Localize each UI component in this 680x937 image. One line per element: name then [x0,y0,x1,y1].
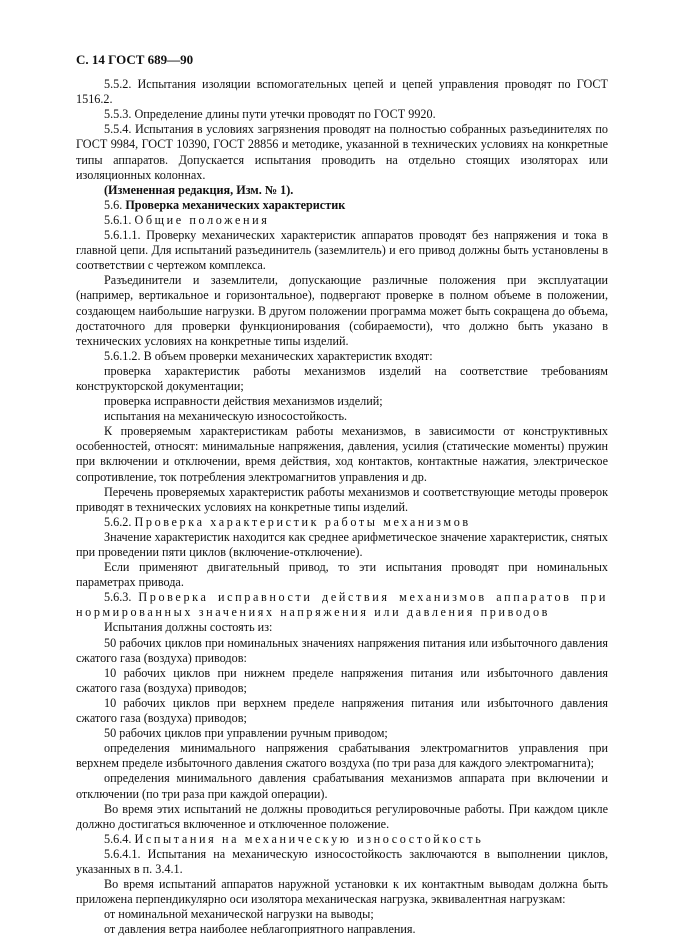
section-heading: Проверка механических характеристик [125,197,346,212]
paragraph [76,349,608,364]
paragraph-text: 5.6.3. [104,590,139,605]
paragraph [76,424,608,484]
paragraph-text: 50 рабочих циклов при номинальных значениях напряжения питания или избыточного давления сжатого газа (воздуха) приводов: [76,635,608,665]
paragraph-text: 5.6. [104,197,126,212]
paragraph [76,183,608,198]
spaced-heading: Проверка характеристик работы механизмов [134,514,471,529]
paragraph [76,741,608,771]
paragraph [76,590,608,620]
page-header: С. 14 ГОСТ 689—90 [76,52,194,67]
paragraph-text: 5.5.4. Испытания в условиях загрязнения проводят на полностью собранных разъединителях по ГОСТ 9984, ГОСТ 10390, ГОСТ 28856 и методике, указанной в технических условиях на конкретные типы аппаратов. Допускается испытания проводить на отдельно стоящих изоляторах или изоляционных колоннах. [76,122,608,182]
paragraph-text: 5.6.1.1. Проверку механических характеристик аппаратов проводят без напряжения и тока в главной цепи. Для испытаний разъединитель (заземлитель) и его привод должны быть установлены в соответствии с чертежом комплекса. [76,228,608,273]
paragraph [76,364,608,394]
paragraph-text: Во время испытаний аппаратов наружной установки к их контактным выводам должна быть приложена перпендикулярно оси изолятора механическая нагрузка, эквивалентная нагрузкам: [76,877,608,907]
paragraph-text: от номинальной механической нагрузки на выводы; [104,907,374,922]
paragraph-text: 5.6.4. [104,831,135,846]
paragraph-text: Во время этих испытаний не должны проводиться регулировочные работы. При каждом цикле должно достигаться включенное и отключенное положение. [76,801,608,831]
paragraph [76,107,608,122]
spaced-heading: Общие положения [134,212,270,227]
paragraph-text: Разъединители и заземлители, допускающие различные положения при эксплуатации (например, вертикальное и горизонтальное), подвергают проверке в полном объеме в положении, создающем наибольшие нагрузки. В другом положении программа может быть сокращена до объема, достаточного для проверки функционирования (собираемости), что должно быть указано в технических условиях на конкретные типы изделий. [76,273,608,348]
paragraph-text: 50 рабочих циклов при управлении ручным приводом; [104,726,388,741]
paragraph [76,907,608,922]
paragraph [76,666,608,696]
paragraph [76,636,608,666]
spaced-heading: Испытания на механическую износостойкость [134,831,484,846]
paragraph-text: 5.6.1.2. В объем проверки механических характеристик входят: [104,348,433,363]
paragraph [76,771,608,801]
paragraph-text: 10 рабочих циклов при нижнем пределе напряжения питания или избыточного давления сжатого газа (воздуха) приводов; [76,665,608,695]
spaced-heading: Проверка исправности действия механизмов аппаратов при нормированных значениях напряжения или давления приводов [76,590,608,620]
paragraph-text: К проверяемым характеристикам работы механизмов, в зависимости от конструктивных особенностей, относят: минимальные напряжения, давления, усилия (статические моменты) пружин при включении и отключении, время действия, ход контактов, контактные нажатия, электрическое сопротивление, ток потребления электромагнитов управления и др. [76,424,608,484]
paragraph-text: 5.5.2. Испытания изоляции вспомогательных цепей и цепей управления проводят по ГОСТ 1516.2. [76,77,608,107]
paragraph-text: 5.6.4.1. Испытания на механическую износостойкость заключаются в выполнении циклов, указанных в п. 3.4.1. [76,846,608,876]
paragraph [76,515,608,530]
paragraph [76,228,608,273]
paragraph-text: определения минимального напряжения срабатывания электромагнитов управления при верхнем пределе избыточного давления сжатого воздуха (по три раза для каждого электромагнита); [76,741,608,771]
paragraph [76,560,608,590]
paragraph-text: Если применяют двигательный привод, то эти испытания проводят при номинальных параметрах привода. [76,560,608,590]
paragraph [76,847,608,877]
paragraph [76,394,608,409]
paragraph-text: Перечень проверяемых характеристик работы механизмов и соответствующие методы проверок приводят в технических условиях на конкретные типы изделий. [76,484,608,514]
paragraph [76,696,608,726]
paragraph-text: 5.5.3. Определение длины пути утечки проводят по ГОСТ 9920. [104,107,436,122]
paragraph-text: 5.6.1. [104,212,135,227]
paragraph-text: проверка исправности действия механизмов изделий; [104,394,383,409]
paragraph [76,726,608,741]
paragraph-text: 5.6.2. [104,514,135,529]
paragraph-text: (Измененная редакция, Изм. № 1). [104,182,294,197]
paragraph [76,485,608,515]
paragraph-text: определения минимального давления срабатывания механизмов аппарата при включении и отключении (по три раза при каждой операции). [76,771,608,801]
paragraph-text: проверка характеристик работы механизмов изделий на соответствие требованиям конструкторской документации; [76,363,608,393]
paragraph [76,802,608,832]
paragraph-text: Значение характеристик находится как среднее арифметическое значение характеристик, снятых при проведении пяти циклов (включение-отключение). [76,529,608,559]
paragraph-text: от давления ветра наиболее неблагоприятного направления. [104,922,416,937]
paragraph-text: Испытания должны состоять из: [104,620,273,635]
paragraph [76,122,608,182]
paragraph [76,877,608,907]
document-page [76,52,608,937]
document-body [76,77,608,937]
paragraph [76,409,608,424]
paragraph [76,620,608,635]
paragraph [76,273,608,348]
paragraph-text: 10 рабочих циклов при верхнем пределе напряжения питания или избыточного давления сжатого газа (воздуха) приводов; [76,695,608,726]
paragraph [76,922,608,937]
paragraph [76,530,608,560]
paragraph [76,832,608,847]
paragraph [76,213,608,228]
paragraph [76,198,608,213]
paragraph-text: испытания на механическую износостойкость. [104,409,348,424]
paragraph [76,77,608,107]
